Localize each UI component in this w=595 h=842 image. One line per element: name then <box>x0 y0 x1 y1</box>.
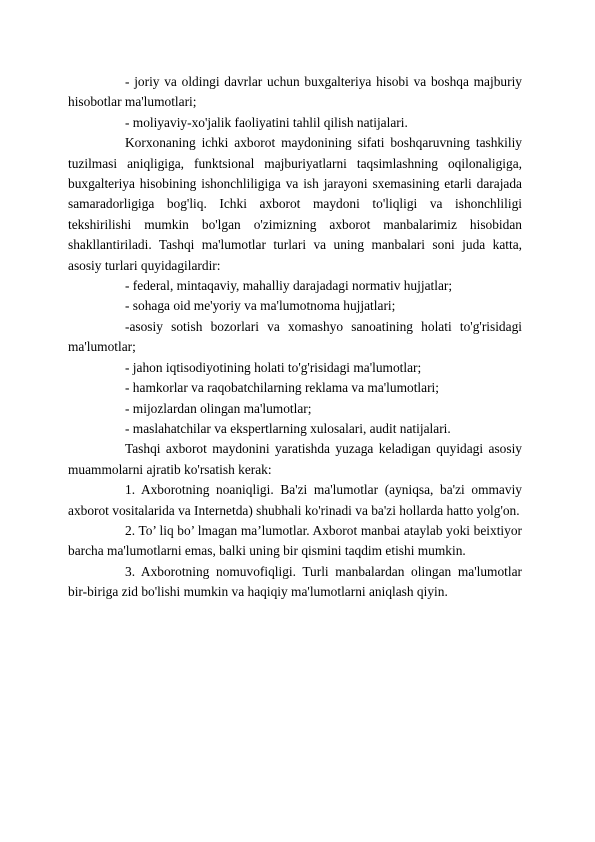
list-item-market-state: -asosiy sotish bozorlari va xomashyo sanoatining holati to'g'risidagi ma'lumotlar; <box>68 318 522 355</box>
list-item-client-info: - mijozlardan olingan ma'lumotlar; <box>125 400 312 416</box>
list-item-expert-conclusions: - maslahatchilar va ekspertlarning xulosalari, audit natijalari. <box>125 420 451 436</box>
list-item-industry-documents: - sohaga oid me'yoriy va ma'lumotnoma hujjatlari; <box>125 298 396 314</box>
list-item-partners-competitors: - hamkorlar va raqobatchilarning reklama va ma'lumotlari; <box>125 380 439 396</box>
paragraph-external-problems-intro: Tashqi axborot maydonini yaratishda yuzaga keladigan quyidagi asosiy muammolarni ajratib ko'rsatish kerak: <box>68 441 522 477</box>
paragraph-analysis-results: - moliyaviy-xo'jalik faoliyatini tahlil qilish natijalari. <box>125 114 408 130</box>
list-item-normative-documents: - federal, mintaqaviy, mahalliy darajadagi normativ hujjatlar; <box>125 278 453 294</box>
list-item-world-economy: - jahon iqtisodiyotining holati to'g'risidagi ma'lumotlar; <box>125 359 422 375</box>
document-page <box>68 72 522 603</box>
problem-item-inaccuracy: 1. Axborotning noaniqligi. Ba'zi ma'lumotlar (ayniqsa, ba'zi ommaviy axborot vositalarida va Internetda) shubhali ko'rinadi va ba'zi hollarda hatto yolg'on. <box>68 482 522 518</box>
problem-item-incomplete: 2. To’ liq bo’ lmagan ma’lumotlar. Axborot manbai ataylab yoki beixtiyor barcha ma'lumotlarni emas, balki uning bir qismini taqdim etishi mumkin. <box>68 522 522 559</box>
paragraph-previous-reports: - joriy va oldingi davrlar uchun buxgalteriya hisobi va boshqa majburiy hisobotlar ma'lumotlari; <box>68 74 522 110</box>
problem-item-inconsistency: 3. Axborotning nomuvofiqligi. Turli manbalardan olingan ma'lumotlar bir-biriga zid bo'lishi mumkin va haqiqiy ma'lumotlarni aniqlash qiyin. <box>68 563 522 600</box>
paragraph-internal-info-field: Korxonaning ichki axborot maydonining sifati boshqaruvning tashkiliy tuzilmasi aniqligiga, funktsional majburiyatlarni taqsimlashning oqilonaligiga, buxgalteriya hisobining ishonchliligiga va ish jarayoni sxemasining etarli darajada samaradorligiga bog'liq. Ichki axborot maydoni to'liqligi va ishonchliligi tekshirilishi mumkin bo'lgan o'zimizning axborot manbalarimiz hisobidan shakllantiriladi. Tashqi ma'lumotlar turlari va uning manbalari soni juda katta, asosiy turlari quyidagilardir: <box>68 135 522 273</box>
